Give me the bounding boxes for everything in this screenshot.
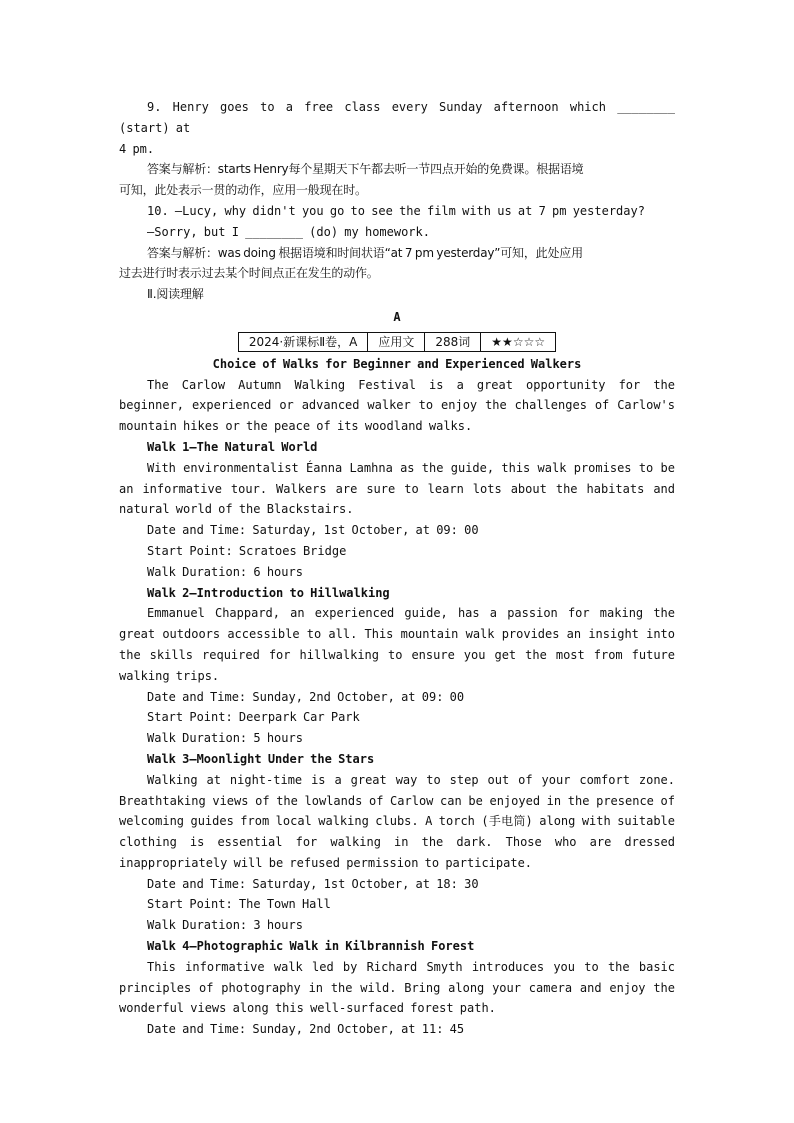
walk-1-description: With environmentalist Éanna Lamhna as the guide, this walk promises to be an informative tour. Walkers are sure to learn lots about the habitats and natural world of the Blackstairs. (119, 460, 675, 517)
q10-question-line1: 10. —Lucy, why didn't you go to see the film with us at 7 pm yesterday? (147, 203, 645, 218)
walk-3-description: Walking at night-time is a great way to step out of your comfort zone. Breathtaking views of the lowlands of Carlow can be enjoyed in the presence of welcoming guides from local walking clubs. A torch (手电筒) along with suitable clothing is essential for walking in the dark. Those who are dressed inappropriately will be refused permission to participate. (119, 772, 675, 870)
q9-question-line2: 4 pm. (119, 141, 155, 156)
q9-analysis-line2: 可知，此处表示一贯的动作，应用一般现在时。 (119, 183, 367, 198)
walk-1-heading: Walk 1—The Natural World (147, 439, 318, 454)
meta-genre: 应用文 (368, 332, 425, 351)
meta-source: 2024·新课标Ⅱ卷，A (238, 332, 367, 351)
document-page (119, 97, 675, 1040)
passage-meta-table (238, 332, 556, 352)
article-intro: The Carlow Autumn Walking Festival is a great opportunity for the beginner, experienced or advanced walker to enjoy the challenges of Carlow's mountain hikes or the peace of its woodland walks. (119, 377, 675, 434)
q9-analysis-line1: 答案与解析：starts Henry每个星期天下午都去听一节四点开始的免费课。根据语境 (147, 162, 584, 177)
walk-4-heading: Walk 4—Photographic Walk in Kilbrannish Forest (147, 939, 475, 954)
walk-4-date: Date and Time: Sunday, 2nd October, at 11: 45 (147, 1022, 465, 1037)
walk-2-start: Start Point: Deerpark Car Park (147, 710, 360, 725)
section-title: Ⅱ.阅读理解 (147, 287, 204, 302)
walk-1-duration: Walk Duration: 6 hours (147, 564, 303, 579)
q10-analysis-line1: 答案与解析：was doing 根据语境和时间状语“at 7 pm yesterday”可知，此处应用 (147, 245, 583, 260)
walk-2-duration: Walk Duration: 5 hours (147, 731, 303, 746)
walk-3-duration: Walk Duration: 3 hours (147, 918, 303, 933)
walk-3-date: Date and Time: Saturday, 1st October, at 18: 30 (147, 876, 479, 891)
walk-1-date: Date and Time: Saturday, 1st October, at 09: 00 (147, 523, 479, 538)
walk-2-date: Date and Time: Sunday, 2nd October, at 09: 00 (147, 689, 465, 704)
walk-2-description: Emmanuel Chappard, an experienced guide, has a passion for making the great outdoors accessible to all. This mountain walk provides an insight into the skills required for hillwalking to ensure you get the most from future walking trips. (119, 606, 675, 683)
walk-3-start: Start Point: The Town Hall (147, 897, 331, 912)
meta-words: 288词 (425, 332, 481, 351)
article-title: Choice of Walks for Beginner and Experienced Walkers (212, 356, 582, 371)
q9-question-line1: 9. Henry goes to a free class every Sunday afternoon which ________ (start) at (119, 100, 675, 135)
part-letter: A (393, 309, 401, 324)
meta-difficulty: ★★☆☆☆ (481, 332, 556, 351)
q10-analysis-line2: 过去进行时表示过去某个时间点正在发生的动作。 (119, 266, 379, 281)
walk-4-description: This informative walk led by Richard Smyth introduces you to the basic principles of photography in the wild. Bring along your camera and enjoy the wonderful views along this well-surfaced forest path. (119, 959, 675, 1016)
walk-3-heading: Walk 3—Moonlight Under the Stars (147, 751, 375, 766)
walk-2-heading: Walk 2—Introduction to Hillwalking (147, 585, 390, 600)
walk-1-start: Start Point: Scratoes Bridge (147, 543, 347, 558)
q10-question-line2: —Sorry, but I ________ (do) my homework. (147, 224, 430, 239)
